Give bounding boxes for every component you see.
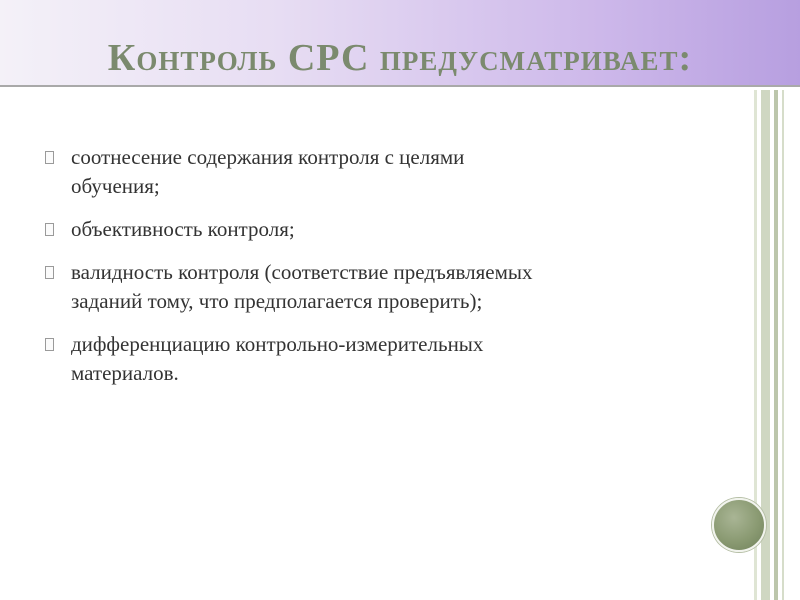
list-item: [45, 143, 705, 201]
bullet-icon: [45, 266, 54, 279]
slide-title: [0, 36, 800, 80]
list-item: [45, 258, 705, 316]
stripe: [782, 90, 784, 600]
list-item-line: соотнесение содержания контроля с целями: [71, 145, 465, 169]
list-item: [45, 215, 705, 244]
list-item: [45, 330, 705, 388]
title-part-predusmatrivaet: предусматривает:: [369, 37, 693, 79]
bullet-icon: [45, 223, 54, 236]
header-divider: [0, 85, 800, 87]
list-item-line: валидность контроля (соответствие предъявляемых: [71, 260, 533, 284]
list-item-line: объективность контроля;: [71, 217, 295, 241]
bullet-list: [45, 143, 705, 402]
bullet-icon: [45, 151, 54, 164]
title-part-kontrol: Контроль: [107, 37, 288, 79]
bullet-icon: [45, 338, 54, 351]
stripe: [774, 90, 778, 600]
list-item-line: материалов.: [71, 361, 179, 385]
title-part-src: СРС: [287, 37, 370, 79]
decorative-circle: [712, 498, 766, 552]
list-item-line: обучения;: [71, 174, 160, 198]
list-item-line: заданий тому, что предполагается проверить);: [71, 289, 483, 313]
list-item-line: дифференциацию контрольно-измерительных: [71, 332, 484, 356]
